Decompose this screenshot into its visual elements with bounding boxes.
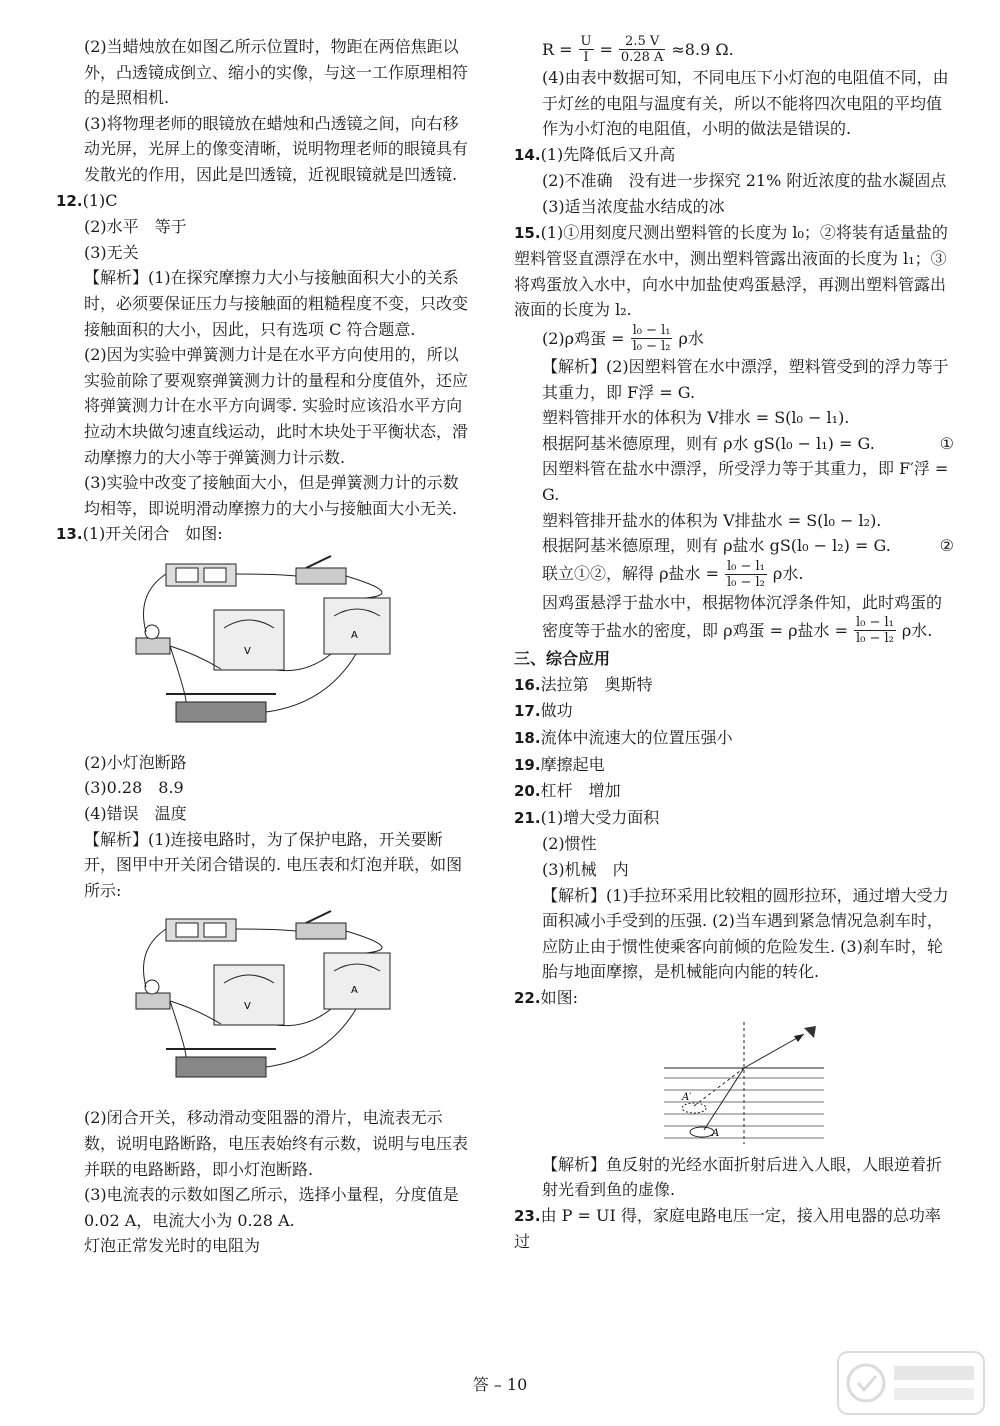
frac-denominator: l₀ − l₂ xyxy=(632,338,671,354)
q15-analysis-9-text: 密度等于盐水的密度，即 ρ鸡蛋 = ρ盐水 = xyxy=(542,620,848,640)
right-column xyxy=(514,34,954,1255)
frac-denominator: l₀ − l₂ xyxy=(727,574,765,590)
label-a: A xyxy=(712,1127,720,1139)
q15-analysis-8: 因鸡蛋悬浮于盐水中，根据物体沉浮条件知，此时鸡蛋的 xyxy=(542,592,943,612)
q13-analysis-5: (4)由表中数据可知，不同电压下小灯泡的电阻值不同，由于灯丝的电阻与温度有关，所以不能将四次电阻的平均值作为小灯泡的电阻值，小明的做法是错误的. xyxy=(542,68,949,139)
q20-answer: 杠杆 增加 xyxy=(540,781,621,801)
refraction-diagram xyxy=(664,1018,824,1146)
fraction xyxy=(631,323,673,354)
frac-numerator: l₀ − l₁ xyxy=(855,615,894,631)
q12-part1: (1)C xyxy=(82,190,118,210)
q22-analysis: 【解析】鱼反射的光经水面折射后进入人眼，人眼逆着折射光看到鱼的虚像. xyxy=(542,1154,943,1200)
svg-text:A: A xyxy=(351,985,358,997)
svg-text:V: V xyxy=(244,645,251,657)
q22-answer: 如图: xyxy=(540,988,578,1007)
frac-numerator: 2.5 V xyxy=(619,34,665,50)
q13-analysis-3: (3)电流表的示数如图乙所示，选择小量程，分度值是 0.02 A，电流大小为 0.28 A. xyxy=(84,1185,464,1230)
q12-number: 12. xyxy=(56,191,83,210)
q15-analysis-7-text: 联立①②，解得 ρ盐水 = xyxy=(542,564,719,584)
frac-numerator: l₀ − l₁ xyxy=(727,558,765,574)
q14-part3: (3)适当浓度盐水结成的冰 xyxy=(542,196,725,216)
frac-numerator: l₀ − l₁ xyxy=(632,322,671,338)
fraction xyxy=(854,615,896,646)
q12-part3: (3)无关 xyxy=(84,242,139,262)
q17-number: 17. xyxy=(514,702,541,721)
q15-number: 15. xyxy=(514,223,541,242)
frac-denominator: l₀ − l₂ xyxy=(855,631,894,647)
q16-answer: 法拉第 奥斯特 xyxy=(540,674,653,694)
q11-part2: (2)当蜡烛放在如图乙所示位置时，物距在两倍焦距以外，凸透镜成倒立、缩小的实像，与这一工作原理相符的是照相机. xyxy=(84,37,469,108)
q14-number: 14. xyxy=(514,145,541,164)
formula-result: ≈8.9 Ω. xyxy=(671,39,734,59)
q12-analysis-1: 【解析】(1)在探究摩擦力大小与接触面积大小的关系时，必须要保证压力与接触面的粗糙程度不变，只改变接触面积的大小，因此，只有选项 C 符合题意. xyxy=(84,268,469,339)
q22-number: 22. xyxy=(514,989,541,1007)
q12-part2: (2)水平 等于 xyxy=(84,217,187,237)
q18-number: 18. xyxy=(514,729,541,748)
q13-analysis-1: 【解析】(1)连接电路时，为了保护电路，开关要断开，图甲中开关闭合错误的. 电压表和灯泡并联，如图所示: xyxy=(84,829,463,900)
q13-analysis-4: 灯泡正常发光时的电阻为 xyxy=(84,1236,261,1256)
label-a-prime: A′ xyxy=(682,1091,692,1103)
q15-analysis-2: 塑料管排开水的体积为 V排水 = S(l₀ − l₁). xyxy=(542,408,850,428)
svg-text:V: V xyxy=(244,1001,251,1013)
formula-r-label: R = xyxy=(542,39,573,59)
equation-marker-1: ① xyxy=(939,433,954,453)
q17-answer: 做功 xyxy=(540,701,573,721)
frac-numerator: U xyxy=(580,34,592,49)
q11-part3: (3)将物理老师的眼镜放在蜡烛和凸透镜之间，向右移动光屏，光屏上的像变清晰，说明物理老师的眼镜具有发散光的作用，因此是凹透镜，近视眼镜就是凹透镜. xyxy=(84,113,469,184)
q21-analysis: 【解析】(1)手拉环采用比较粗的圆形拉环，通过增大受力面积减小手受到的压强. (2)当车遇到紧急情况急刹车时，应防止由于惯性使乘客向前倾的危险发生. (3)刹车时，轮胎与地面摩擦，是机械能向内能的转化. xyxy=(542,885,949,982)
q15-analysis-4: 因塑料管在盐水中漂浮，所受浮力等于其重力，即 F′浮 = G. xyxy=(542,459,954,504)
q13-part1: (1)开关闭合 如图: xyxy=(82,524,223,544)
q15-analysis-5: 塑料管排开盐水的体积为 V排盐水 = S(l₀ − l₂). xyxy=(542,510,882,530)
q12-analysis-2: (2)因为实验中弹簧测力计是在水平方向使用的，所以实验前除了要观察弹簧测力计的量程和分度值外，还应将弹簧测力计在水平方向调零. 实验时应该沿水平方向拉动木块做匀速直线运动，此时木块处于平衡状态，滑动摩擦力的大小等于弹簧测力计示数. xyxy=(84,345,469,467)
q15-analysis-9 xyxy=(514,615,954,646)
q21-part1: (1)增大受力面积 xyxy=(540,807,660,827)
page-number: 答 – 10 xyxy=(472,1375,528,1394)
q13-part3: (3)0.28 8.9 xyxy=(84,778,184,798)
resistance-formula xyxy=(514,34,954,65)
q15-analysis-9-tail: ρ水. xyxy=(901,620,933,640)
q21-part3: (3)机械 内 xyxy=(542,860,629,880)
q15-analysis-6: 根据阿基米德原理，则有 ρ盐水 gS(l₀ − l₂) = G. xyxy=(542,536,891,556)
section-3-heading: 三、综合应用 xyxy=(514,649,611,669)
q15-analysis-1: 【解析】(2)因塑料管在水中漂浮，塑料管受到的浮力等于其重力，即 F浮 = G. xyxy=(542,356,949,402)
circuit-diagram-1 xyxy=(126,554,426,744)
svg-text:A: A xyxy=(351,629,358,641)
q15-part2-label: (2)ρ鸡蛋 = xyxy=(542,328,625,348)
left-column xyxy=(56,34,474,1259)
q19-number: 19. xyxy=(514,755,541,774)
q15-part2 xyxy=(514,323,954,354)
q13-analysis-2: (2)闭合开关，移动滑动变阻器的滑片，电流表无示数，说明电路断路，电压表始终有示数，说明与电压表并联的电路断路，即小灯泡断路. xyxy=(84,1108,469,1179)
q14-part2: (2)不准确 没有进一步探究 21% 附近浓度的盐水凝固点 xyxy=(542,171,947,191)
formula-equals: = xyxy=(599,39,613,59)
q15-analysis-7 xyxy=(514,559,954,590)
q21-part2: (2)惯性 xyxy=(542,834,597,854)
q15-analysis-7-tail: ρ水. xyxy=(772,564,804,584)
frac-denominator: 0.28 A xyxy=(620,50,664,65)
q20-number: 20. xyxy=(514,782,541,801)
equation-marker-2: ② xyxy=(939,536,954,556)
q18-answer: 流体中流速大的位置压强小 xyxy=(540,728,733,748)
q23-answer: 由 P = UI 得，家庭电路电压一定，接入用电器的总功率过 xyxy=(514,1205,941,1252)
q13-number: 13. xyxy=(56,525,83,544)
frac-denominator: I xyxy=(583,50,589,65)
q15-part1: (1)①用刻度尺测出塑料管的长度为 l₀；②将装有适量盐的塑料管竖直漂浮在水中，测出塑料管露出液面的长度为 l₁；③将鸡蛋放入水中，向水中加盐使鸡蛋悬浮，再测出塑料管露出液面的长度为 l₂. xyxy=(514,222,948,320)
fraction-u-over-i xyxy=(579,34,594,65)
watermark-logo xyxy=(836,1350,986,1416)
q19-answer: 摩擦起电 xyxy=(540,754,605,774)
fraction xyxy=(725,559,767,590)
q15-part2-tail: ρ水 xyxy=(678,328,704,348)
q13-part4: (4)错误 温度 xyxy=(84,804,187,824)
q14-part1: (1)先降低后又升高 xyxy=(540,144,676,164)
circuit-diagram-2 xyxy=(126,909,426,1099)
q12-analysis-3: (3)实验中改变了接触面大小，但是弹簧测力计的示数均相等，即说明滑动摩擦力的大小与接触面大小无关. xyxy=(84,473,459,518)
q13-part2: (2)小灯泡断路 xyxy=(84,752,187,772)
q23-number: 23. xyxy=(514,1206,541,1225)
q21-number: 21. xyxy=(514,808,541,827)
q15-analysis-3: 根据阿基米德原理，则有 ρ水 gS(l₀ − l₁) = G. xyxy=(542,433,875,453)
fraction-values xyxy=(619,34,665,65)
q16-number: 16. xyxy=(514,675,541,694)
